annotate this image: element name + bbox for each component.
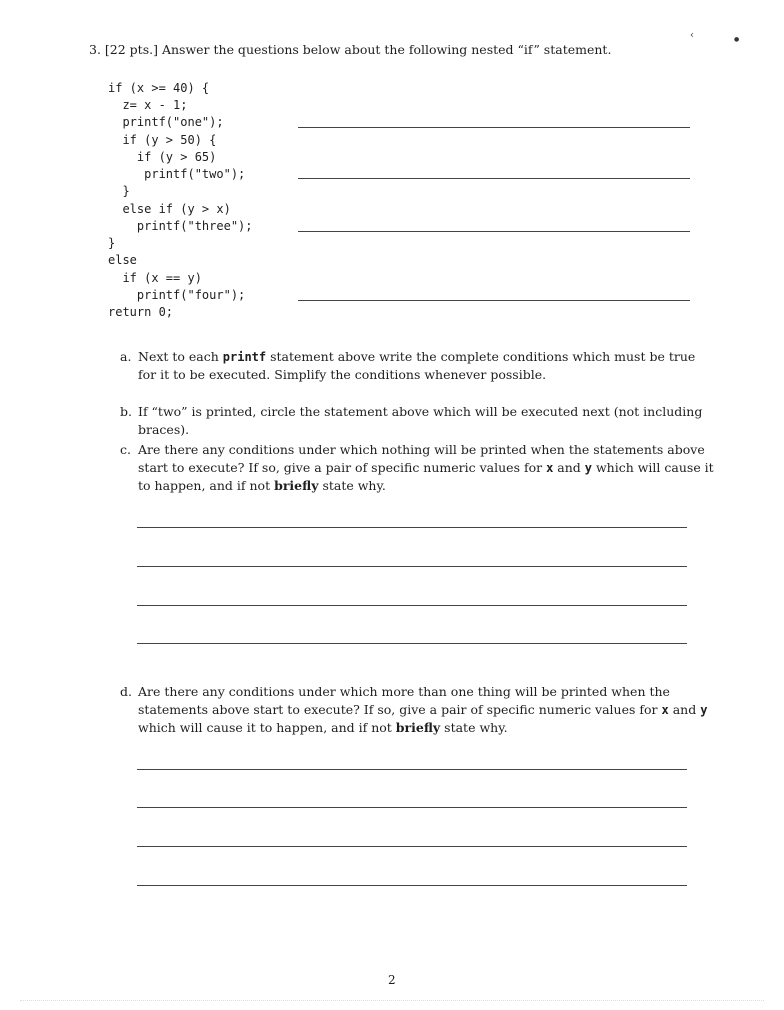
part-d-answer-line[interactable] bbox=[137, 769, 687, 770]
part-c-answer-line[interactable] bbox=[137, 643, 687, 644]
answer-line-four[interactable] bbox=[298, 300, 690, 301]
question-number: 3. bbox=[89, 42, 101, 57]
scan-edge-noise bbox=[20, 1000, 764, 1001]
part-d-text-1: Are there any conditions under which more than one thing will be printed when the statements above start to execute? If so, give a pair of specific numeric values for bbox=[138, 684, 670, 717]
code-line: z= x - 1; bbox=[108, 98, 188, 112]
question-header bbox=[89, 42, 729, 57]
part-c-text-3: state why. bbox=[318, 478, 386, 493]
part-c bbox=[120, 441, 720, 499]
part-d-var-y: y bbox=[700, 703, 708, 717]
code-line: if (x >= 40) { bbox=[108, 81, 210, 95]
part-d-answer-line[interactable] bbox=[137, 846, 687, 847]
code-line: if (y > 50) { bbox=[108, 133, 217, 147]
question-points: [22 pts.] bbox=[104, 42, 158, 57]
part-b bbox=[120, 403, 720, 437]
code-line: } bbox=[108, 236, 116, 250]
part-a-code: printf bbox=[222, 350, 267, 364]
part-b-text: If “two” is printed, circle the statement above which will be executed next (not including braces). bbox=[138, 404, 703, 437]
part-c-text-2: which will cause it to happen, and if not bbox=[138, 460, 714, 493]
part-a bbox=[120, 348, 720, 388]
part-c-answer-line[interactable] bbox=[137, 605, 687, 606]
part-c-text bbox=[138, 441, 716, 495]
page-number: 2 bbox=[388, 973, 396, 987]
part-d bbox=[120, 683, 720, 741]
answer-line-two[interactable] bbox=[298, 178, 690, 179]
part-c-text-1: Are there any conditions under which nothing will be printed when the statements above start to execute? If so, give a pair of specific numeric values for bbox=[138, 442, 705, 475]
part-d-text-3: state why. bbox=[440, 720, 508, 735]
part-d-text-2: which will cause it to happen, and if not bbox=[138, 720, 396, 735]
code-line: printf("two"); bbox=[108, 167, 246, 181]
part-c-answer-line[interactable] bbox=[137, 566, 687, 567]
part-d-label: d. bbox=[120, 684, 132, 699]
scan-dot: ● bbox=[734, 36, 740, 43]
part-a-text-2: statement above write the complete conditions which must be true for it to be executed. Simplify the conditions whenever possible. bbox=[138, 349, 696, 382]
part-c-briefly: briefly bbox=[274, 478, 319, 493]
answer-line-three[interactable] bbox=[298, 231, 690, 232]
part-c-var-x: x bbox=[546, 461, 554, 475]
part-d-answer-line[interactable] bbox=[137, 807, 687, 808]
code-line: else bbox=[108, 253, 137, 267]
part-d-text-and: and bbox=[668, 702, 701, 717]
code-line: else if (y > x) bbox=[108, 202, 231, 216]
part-d-answer-line[interactable] bbox=[137, 885, 687, 886]
part-a-label: a. bbox=[120, 349, 132, 364]
code-line: printf("one"); bbox=[108, 115, 224, 129]
code-line: printf("three"); bbox=[108, 219, 253, 233]
part-b-label: b. bbox=[120, 404, 132, 419]
code-line: return 0; bbox=[108, 305, 174, 319]
part-c-label: c. bbox=[120, 442, 131, 457]
part-c-var-y: y bbox=[584, 461, 592, 475]
part-d-text bbox=[138, 683, 716, 737]
answer-line-one[interactable] bbox=[298, 127, 690, 128]
question-prompt: Answer the questions below about the following nested “if” statement. bbox=[161, 42, 612, 57]
part-c-text-and: and bbox=[553, 460, 585, 475]
code-line: printf("four"); bbox=[108, 288, 246, 302]
code-line: } bbox=[108, 184, 130, 198]
scan-mark: ‹ bbox=[690, 30, 694, 41]
part-a-text-1: Next to each bbox=[138, 349, 223, 364]
part-d-var-x: x bbox=[661, 703, 669, 717]
part-d-briefly: briefly bbox=[395, 720, 441, 735]
part-c-answer-line[interactable] bbox=[137, 527, 687, 528]
code-line: if (y > 65) bbox=[108, 150, 217, 164]
code-line: if (x == y) bbox=[108, 271, 202, 285]
part-a-text bbox=[138, 348, 716, 384]
